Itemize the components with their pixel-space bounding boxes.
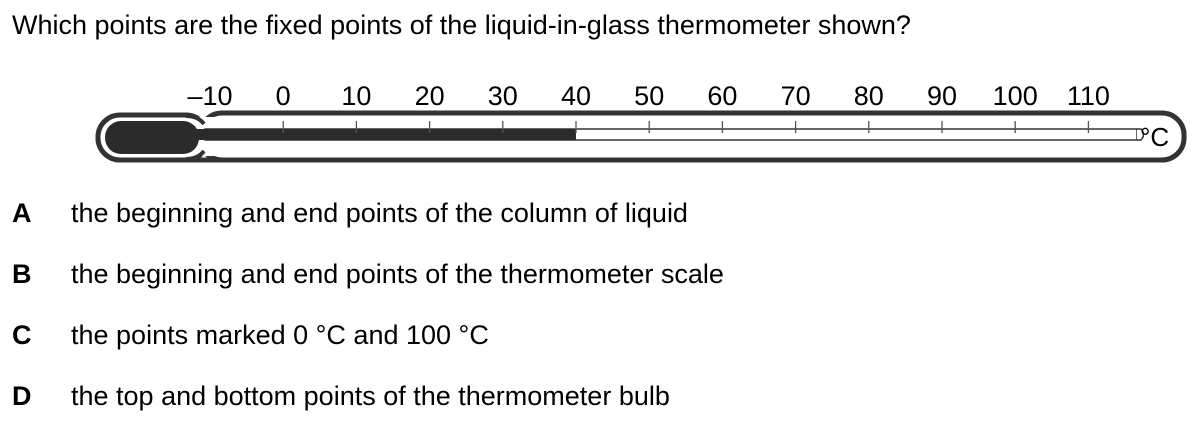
option-a-letter: A: [12, 198, 32, 228]
scale-label: 90: [926, 81, 958, 111]
thermometer-svg: [0, 0, 1197, 200]
option-a-text: the beginning and end points of the column of liquid: [71, 198, 688, 228]
scale-label: 110: [1066, 81, 1110, 111]
option-b-letter: B: [12, 259, 32, 289]
scale-label: 40: [560, 81, 592, 111]
scale-label: 60: [707, 81, 738, 111]
question-text: Which points are the fixed points of the liquid-in-glass thermometer shown?: [12, 10, 911, 40]
option-d-text: the top and bottom points of the thermometer bulb: [71, 381, 670, 411]
scale-label: 50: [634, 81, 665, 111]
option-c-letter: C: [12, 320, 32, 350]
thermometer-bulb-liquid: [105, 121, 199, 154]
thermometer-unit-label: °C: [1140, 122, 1170, 152]
thermometer-diagram: [0, 0, 1197, 200]
scale-label: 30: [487, 81, 518, 111]
option-b-text: the beginning and end points of the thermometer scale: [71, 259, 724, 289]
scale-label: 80: [853, 81, 884, 111]
scale-label: 0: [275, 81, 291, 111]
scale-label: 20: [414, 81, 445, 111]
scale-label: 70: [780, 81, 811, 111]
scale-label: –10: [187, 81, 233, 111]
option-d-letter: D: [12, 381, 32, 411]
thermometer-scale-labels: [187, 81, 1109, 111]
thermometer-liquid-column: [195, 129, 576, 140]
scale-label: 100: [992, 81, 1038, 111]
option-c-text: the points marked 0 °C and 100 °C: [71, 320, 489, 350]
scale-label: 10: [341, 81, 372, 111]
